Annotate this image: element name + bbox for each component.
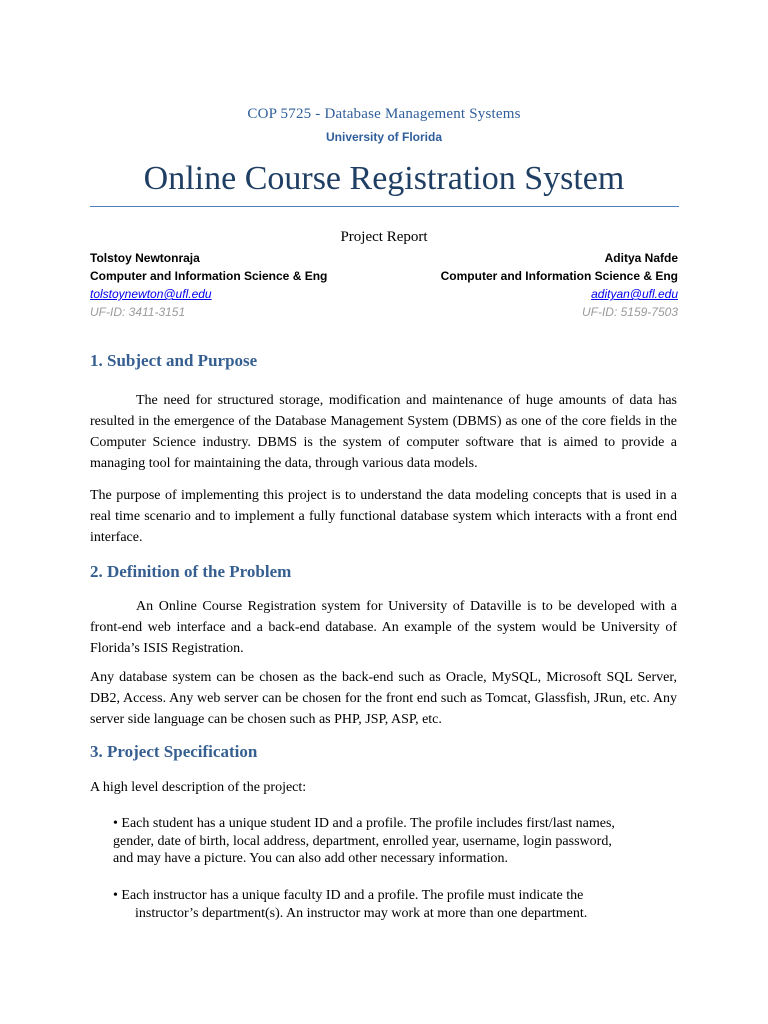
section-3-intro: A high level description of the project: xyxy=(90,780,307,795)
section-1-paragraph-2: The purpose of implementing this project is to understand the data modeling concepts that is used in a real time scenario and to implement a fully functional database system which interacts with a front end interface. xyxy=(90,488,677,545)
report-subtitle: Project Report xyxy=(340,229,428,245)
section-3-heading: 3. Project Specification xyxy=(90,742,258,761)
section-1-heading: 1. Subject and Purpose xyxy=(90,351,258,370)
bullet-1-line-2: gender, date of birth, local address, department, enrolled year, username, login password, xyxy=(113,833,612,849)
author-dept-row xyxy=(90,267,678,285)
bullet-1-line-3: and may have a picture. You can also add other necessary information. xyxy=(113,851,508,866)
author-left-name: Tolstoy Newtonraja xyxy=(90,251,200,265)
author-left-ufid: UF-ID: 3411-3151 xyxy=(90,305,186,319)
author-right-email-link[interactable]: adityan@ufl.edu xyxy=(591,287,678,301)
author-email-row xyxy=(90,285,678,303)
title-rule xyxy=(90,206,679,207)
university-name: University of Florida xyxy=(325,130,443,144)
author-right-dept: Computer and Information Science & Eng xyxy=(440,269,678,283)
bullet-2-line-2: instructor’s department(s). An instructor may work at more than one department. xyxy=(135,905,588,921)
authors-block xyxy=(90,249,678,321)
author-right-ufid: UF-ID: 5159-7503 xyxy=(581,305,678,319)
document-title: Online Course Registration System xyxy=(143,160,625,197)
bullet-2-line-1: • Each instructor has a unique faculty ID and a profile. The profile must indicate the xyxy=(113,888,584,903)
bullet-item-instructor xyxy=(113,887,673,922)
author-left-email-link[interactable]: tolstoynewton@ufl.edu xyxy=(90,287,212,301)
section-1-paragraph-1: The need for structured storage, modification and maintenance of huge amounts of data has resulted in the emergence of the Database Management System (DBMS) as one of the core fields in the Computer Science industry. DBMS is the system of computer software that is aimed to provide a managing tool for maintaining the data, through various data models. xyxy=(90,393,677,471)
bullet-1-line-1: • Each student has a unique student ID and a profile. The profile includes first/last names, xyxy=(113,816,615,831)
section-2-heading: 2. Definition of the Problem xyxy=(90,562,292,581)
author-right-name: Aditya Nafde xyxy=(604,251,678,265)
author-ufid-row xyxy=(90,303,678,321)
author-name-row xyxy=(90,249,678,267)
author-left-dept: Computer and Information Science & Eng xyxy=(90,269,328,283)
course-title: COP 5725 - Database Management Systems xyxy=(247,106,521,122)
section-2-paragraph-2: Any database system can be chosen as the back-end such as Oracle, MySQL, Microsoft SQL Server, DB2, Access. Any web server can be chosen for the front end such as Tomcat, Glassfish, JRun, etc. Any server side language can be chosen such as PHP, JSP, ASP, etc. xyxy=(90,670,677,727)
bullet-item-student xyxy=(113,815,673,868)
section-2-paragraph-1: An Online Course Registration system for University of Dataville is to be developed with a front-end web interface and a back-end database. An example of the system would be University of Florida’s ISIS Registration. xyxy=(90,599,677,656)
